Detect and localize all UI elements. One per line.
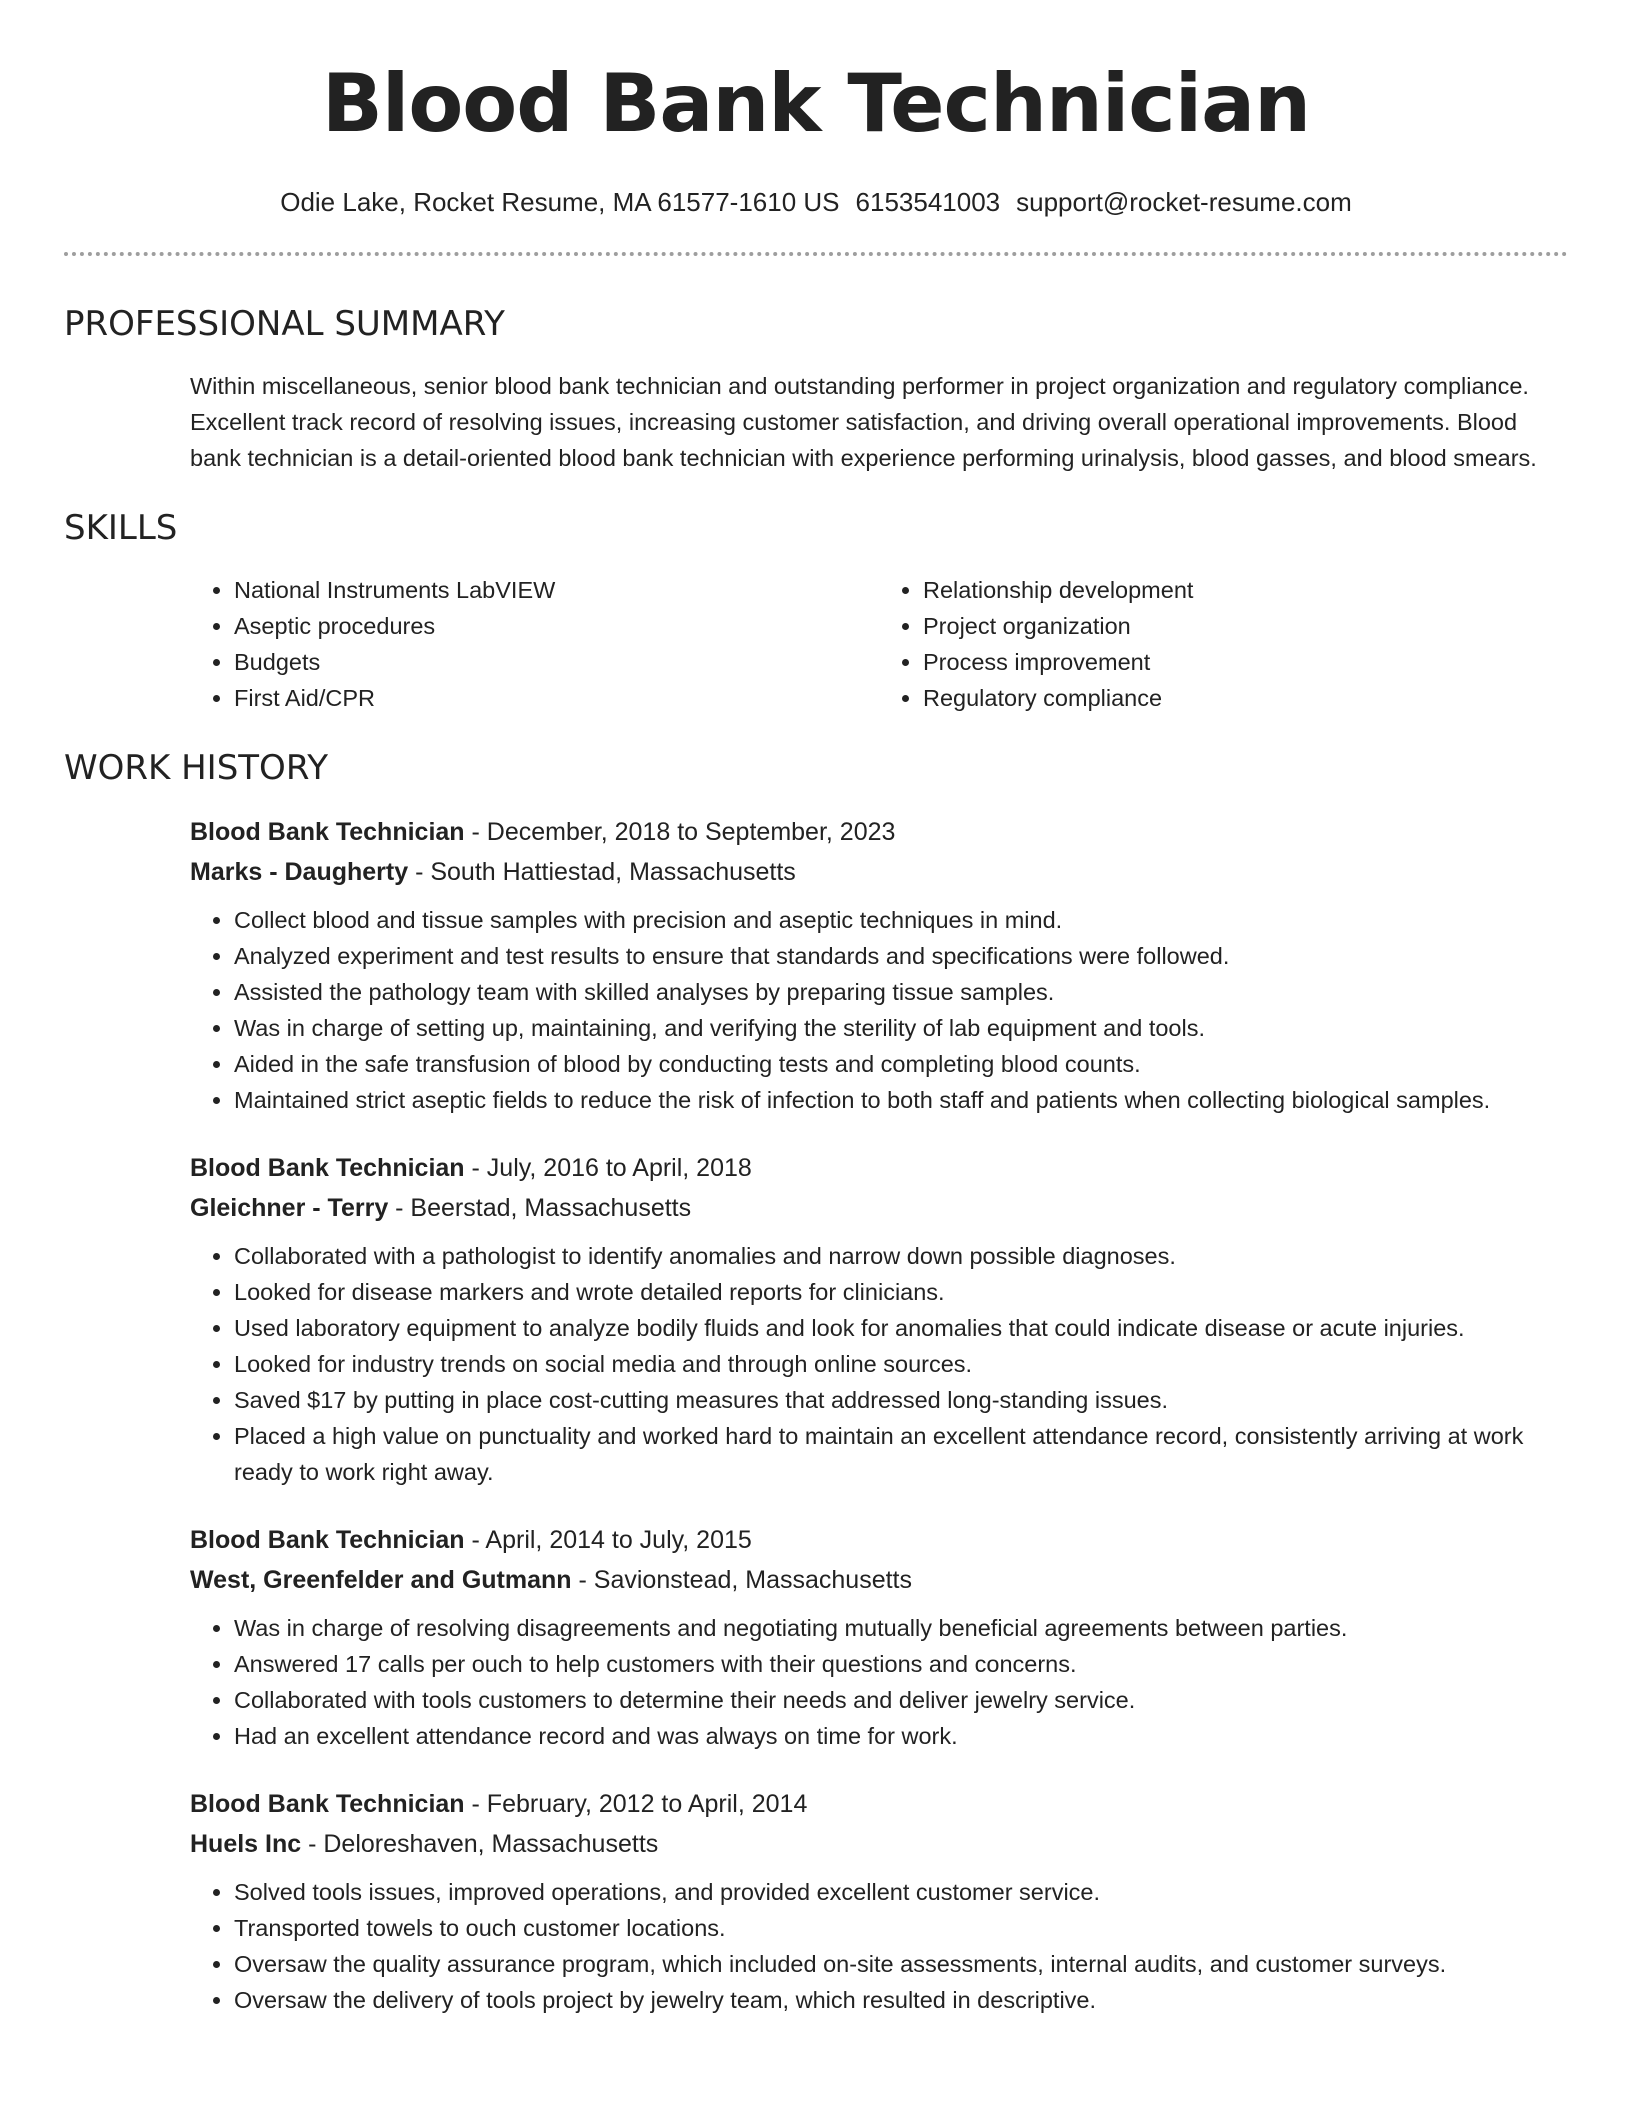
contact-line	[64, 184, 1568, 220]
job-role: Blood Bank Technician	[190, 1154, 465, 1182]
job-bullets	[190, 1238, 1568, 1490]
job-bullet: • Transported towels to ouch customer locations.	[234, 1910, 1568, 1946]
work-history-list	[190, 812, 1568, 2018]
job-role: Blood Bank Technician	[190, 1526, 465, 1554]
job-dates: - April, 2014 to July, 2015	[464, 1526, 752, 1554]
job-role: Blood Bank Technician	[190, 1790, 465, 1818]
job-company: West, Greenfelder and Gutmann	[190, 1566, 572, 1594]
job-bullet: • Looked for industry trends on social media and through online sources.	[234, 1346, 1568, 1382]
job-title-line	[190, 1148, 1568, 1188]
job-company: Gleichner - Terry	[190, 1194, 389, 1222]
job-bullet: • Used laboratory equipment to analyze bodily fluids and look for anomalies that could indicate disease or acute injuries.	[234, 1310, 1568, 1346]
skill-item: • Aseptic procedures	[234, 608, 879, 644]
job-bullet: • Oversaw the quality assurance program, which included on-site assessments, internal audits, and customer surveys.	[234, 1946, 1568, 1982]
job-bullet: • Assisted the pathology team with skilled analyses by preparing tissue samples.	[234, 974, 1568, 1010]
job-company: Huels Inc	[190, 1830, 302, 1858]
job-bullet: • Oversaw the delivery of tools project by jewelry team, which resulted in descriptive.	[234, 1982, 1568, 2018]
job-entry	[190, 1520, 1568, 1754]
skill-item: • Regulatory compliance	[923, 680, 1568, 716]
job-company-line	[190, 852, 1568, 892]
resume-name: Blood Bank Technician	[321, 57, 1311, 150]
job-title-line	[190, 812, 1568, 852]
job-location: - Savionstead, Massachusetts	[571, 1566, 913, 1594]
job-bullet: • Solved tools issues, improved operations, and provided excellent customer service.	[234, 1874, 1568, 1910]
skills-column-left	[190, 572, 879, 716]
skill-item: • Process improvement	[923, 644, 1568, 680]
skills-list	[190, 572, 1568, 716]
job-bullet: • Collaborated with tools customers to determine their needs and deliver jewelry service.	[234, 1682, 1568, 1718]
skill-item: • National Instruments LabVIEW	[234, 572, 879, 608]
job-location: - Beerstad, Massachusetts	[388, 1194, 692, 1222]
job-dates: - February, 2012 to April, 2014	[464, 1790, 808, 1818]
job-title-line	[190, 1520, 1568, 1560]
skill-item: • Relationship development	[923, 572, 1568, 608]
job-company: Marks - Daugherty	[190, 858, 409, 886]
skills-column-right	[879, 572, 1568, 716]
job-role: Blood Bank Technician	[190, 818, 465, 846]
job-dates: - July, 2016 to April, 2018	[464, 1154, 752, 1182]
job-bullet: • Analyzed experiment and test results to ensure that standards and specifications were followed.	[234, 938, 1568, 974]
summary-text: Within miscellaneous, senior blood bank technician and outstanding performer in project organization and regulatory compliance. Excellent track record of resolving issues, increasing customer satisfaction, and driving overall operational improvements. Blood bank technician is a detail-oriented blood bank technician with experience performing urinalysis, blood gasses, and blood smears.	[190, 373, 1537, 471]
job-bullet: • Answered 17 calls per ouch to help customers with their questions and concerns.	[234, 1646, 1568, 1682]
header-divider	[64, 252, 1568, 256]
resume-page	[64, 0, 1568, 2018]
job-company-line	[190, 1188, 1568, 1228]
job-bullets	[190, 1610, 1568, 1754]
job-bullet: • Had an excellent attendance record and was always on time for work.	[234, 1718, 1568, 1754]
job-location: - Deloreshaven, Massachusetts	[301, 1830, 659, 1858]
job-dates: - December, 2018 to September, 2023	[464, 818, 896, 846]
job-bullets	[190, 902, 1568, 1118]
contact-email: support@rocket-resume.com	[1016, 187, 1352, 217]
skill-item: • First Aid/CPR	[234, 680, 879, 716]
job-bullets	[190, 1874, 1568, 2018]
summary-heading: PROFESSIONAL SUMMARY	[64, 304, 505, 344]
work-history-heading: WORK HISTORY	[64, 748, 329, 788]
job-bullet: • Collect blood and tissue samples with precision and aseptic techniques in mind.	[234, 902, 1568, 938]
job-bullet: • Was in charge of resolving disagreements and negotiating mutually beneficial agreements between parties.	[234, 1610, 1568, 1646]
job-bullet: • Aided in the safe transfusion of blood by conducting tests and completing blood counts.	[234, 1046, 1568, 1082]
job-bullet: • Was in charge of setting up, maintaining, and verifying the sterility of lab equipment and tools.	[234, 1010, 1568, 1046]
job-bullet: • Saved $17 by putting in place cost-cutting measures that addressed long-standing issues.	[234, 1382, 1568, 1418]
contact-phone: 6153541003	[855, 187, 1001, 217]
job-entry	[190, 1148, 1568, 1490]
skills-heading: SKILLS	[64, 508, 178, 548]
job-company-line	[190, 1824, 1568, 1864]
job-entry	[190, 1784, 1568, 2018]
job-bullet: • Placed a high value on punctuality and worked hard to maintain an excellent attendance record, consistently arriving at work ready to work right away.	[234, 1418, 1568, 1490]
job-location: - South Hattiestad, Massachusetts	[408, 858, 796, 886]
contact-address: Odie Lake, Rocket Resume, MA 61577-1610 US	[280, 187, 840, 217]
job-company-line	[190, 1560, 1568, 1600]
job-entry	[190, 812, 1568, 1118]
job-title-line	[190, 1784, 1568, 1824]
skill-item: • Budgets	[234, 644, 879, 680]
job-bullet: • Collaborated with a pathologist to identify anomalies and narrow down possible diagnoses.	[234, 1238, 1568, 1274]
job-bullet: • Looked for disease markers and wrote detailed reports for clinicians.	[234, 1274, 1568, 1310]
skill-item: • Project organization	[923, 608, 1568, 644]
job-bullet: • Maintained strict aseptic fields to reduce the risk of infection to both staff and patients when collecting biological samples.	[234, 1082, 1568, 1118]
